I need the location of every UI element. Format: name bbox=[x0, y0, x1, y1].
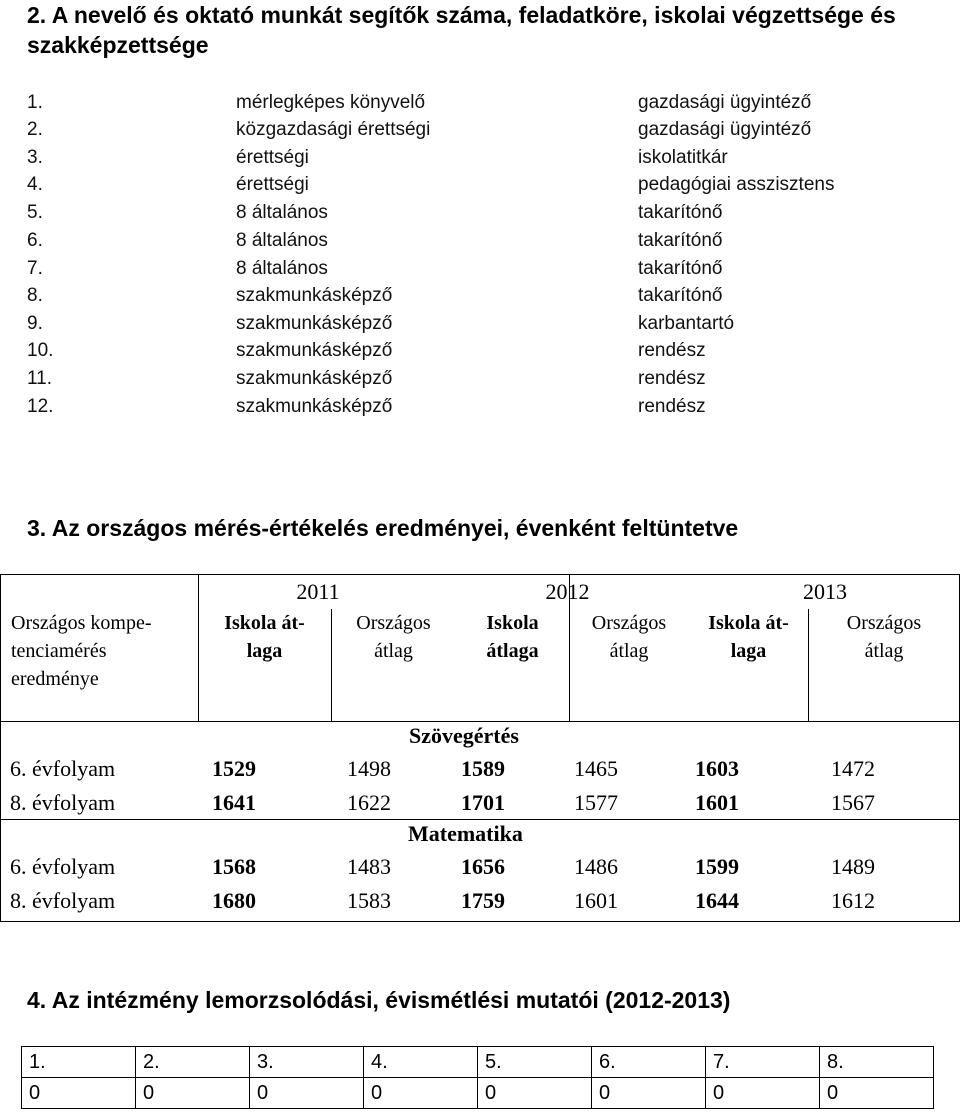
staff-education: szakmunkásképző bbox=[236, 285, 393, 306]
col-national-2013: átlag bbox=[864, 640, 904, 662]
row-header-line: Országos kompe- bbox=[11, 612, 152, 634]
staff-number: 2. bbox=[27, 119, 43, 140]
school-average-value: 1599 bbox=[695, 854, 739, 879]
section-4-title: 4. Az intézmény lemorzsolódási, évismétlési mutatói (2012-2013) bbox=[27, 987, 731, 1013]
dropout-header-cell: 2. bbox=[136, 1047, 250, 1078]
dropout-header-cell: 5. bbox=[478, 1047, 592, 1078]
dropout-header-row bbox=[22, 1047, 934, 1078]
staff-role: rendész bbox=[638, 368, 706, 389]
staff-education: 8 általános bbox=[236, 230, 328, 251]
group-header: Szövegértés bbox=[409, 723, 519, 748]
grade-label: 8. évfolyam bbox=[10, 888, 116, 913]
staff-education: szakmunkásképző bbox=[236, 396, 393, 417]
grade-label: 6. évfolyam bbox=[10, 854, 116, 879]
col-school-2012: Iskola bbox=[486, 612, 539, 634]
dropout-value-cell: 0 bbox=[592, 1078, 706, 1109]
school-average-value: 1601 bbox=[695, 790, 739, 815]
dropout-header-cell: 7. bbox=[706, 1047, 820, 1078]
col-school-2011: Iskola át- bbox=[224, 612, 305, 634]
staff-role: takarítónő bbox=[638, 258, 723, 279]
dropout-header-cell: 4. bbox=[364, 1047, 478, 1078]
national-average-value: 1583 bbox=[347, 888, 391, 913]
staff-education: mérlegképes könyvelő bbox=[236, 92, 426, 113]
staff-role: pedagógiai asszisztens bbox=[638, 174, 835, 195]
staff-number: 8. bbox=[27, 285, 43, 306]
dropout-value-cell: 0 bbox=[478, 1078, 592, 1109]
staff-education: szakmunkásképző bbox=[236, 313, 393, 334]
school-average-value: 1568 bbox=[212, 854, 256, 879]
section-2-title: 2. A nevelő és oktató munkát segítők száma, feladatköre, iskolai végzettsége és szakképzettsége bbox=[27, 2, 896, 58]
national-average-value: 1489 bbox=[831, 854, 875, 879]
national-average-value: 1601 bbox=[574, 888, 618, 913]
dropout-value-cell: 0 bbox=[250, 1078, 364, 1109]
staff-education: közgazdasági érettségi bbox=[236, 119, 431, 140]
dropout-value-row bbox=[22, 1078, 934, 1109]
school-average-value: 1759 bbox=[461, 888, 505, 913]
staff-number: 6. bbox=[27, 230, 43, 251]
staff-education: szakmunkásképző bbox=[236, 340, 393, 361]
staff-row bbox=[0, 311, 960, 337]
school-average-value: 1603 bbox=[695, 756, 739, 781]
national-average-value: 1483 bbox=[347, 854, 391, 879]
school-average-value: 1656 bbox=[461, 854, 505, 879]
school-average-value: 1680 bbox=[212, 888, 256, 913]
grade-label: 6. évfolyam bbox=[10, 756, 116, 781]
staff-row bbox=[0, 145, 960, 171]
dropout-value-cell: 0 bbox=[364, 1078, 478, 1109]
staff-role: takarítónő bbox=[638, 202, 723, 223]
staff-role: karbantartó bbox=[638, 313, 735, 334]
competency-results-table bbox=[0, 574, 960, 922]
year-2013: 2013 bbox=[803, 579, 847, 604]
staff-row bbox=[0, 283, 960, 309]
staff-role: gazdasági ügyintéző bbox=[638, 119, 812, 140]
staff-number: 1. bbox=[27, 92, 43, 113]
staff-row bbox=[0, 228, 960, 254]
col-school-2013: laga bbox=[730, 640, 767, 662]
staff-education: érettségi bbox=[236, 147, 309, 168]
staff-row bbox=[0, 172, 960, 198]
national-average-value: 1577 bbox=[574, 790, 618, 815]
dropout-value-cell: 0 bbox=[136, 1078, 250, 1109]
dropout-header-cell: 3. bbox=[250, 1047, 364, 1078]
staff-number: 4. bbox=[27, 174, 43, 195]
school-average-value: 1589 bbox=[461, 756, 505, 781]
col-national-2011: Országos bbox=[356, 612, 431, 634]
staff-row bbox=[0, 366, 960, 392]
col-school-2013: Iskola át- bbox=[708, 612, 789, 634]
section-3-title: 3. Az országos mérés-értékelés eredményei, évenként feltüntetve bbox=[27, 515, 739, 541]
dropout-header-cell: 8. bbox=[820, 1047, 934, 1078]
staff-education: érettségi bbox=[236, 174, 309, 195]
national-average-value: 1472 bbox=[831, 756, 875, 781]
staff-role: gazdasági ügyintéző bbox=[638, 92, 812, 113]
col-school-2012: átlaga bbox=[486, 640, 539, 662]
grade-label: 8. évfolyam bbox=[10, 790, 116, 815]
dropout-value-cell: 0 bbox=[820, 1078, 934, 1109]
staff-role: takarítónő bbox=[638, 230, 723, 251]
staff-education: 8 általános bbox=[236, 258, 328, 279]
national-average-value: 1465 bbox=[574, 756, 618, 781]
dropout-header-cell: 6. bbox=[592, 1047, 706, 1078]
staff-education: 8 általános bbox=[236, 202, 328, 223]
staff-role: takarítónő bbox=[638, 285, 723, 306]
staff-row bbox=[0, 394, 960, 420]
col-national-2013: Országos bbox=[846, 612, 922, 634]
school-average-value: 1701 bbox=[461, 790, 505, 815]
col-national-2012: Országos bbox=[591, 612, 667, 634]
staff-role: rendész bbox=[638, 396, 706, 417]
staff-row bbox=[0, 256, 960, 282]
row-header-line: tenciamérés bbox=[11, 640, 107, 662]
year-2011: 2011 bbox=[296, 579, 340, 604]
staff-role: iskolatitkár bbox=[638, 147, 728, 168]
national-average-value: 1612 bbox=[831, 888, 875, 913]
staff-row bbox=[0, 117, 960, 143]
dropout-header-cell: 1. bbox=[22, 1047, 136, 1078]
staff-number: 5. bbox=[27, 202, 43, 223]
staff-number: 12. bbox=[27, 396, 54, 417]
staff-number: 7. bbox=[27, 258, 43, 279]
staff-number: 10. bbox=[27, 340, 54, 361]
col-national-2012: átlag bbox=[609, 640, 649, 662]
year-2012: 2012 bbox=[545, 579, 590, 604]
row-header-line: eredménye bbox=[11, 668, 99, 690]
dropout-table bbox=[21, 1046, 934, 1109]
staff-number: 9. bbox=[27, 313, 43, 334]
col-school-2011: laga bbox=[246, 640, 283, 662]
staff-row bbox=[0, 200, 960, 226]
national-average-value: 1622 bbox=[347, 790, 391, 815]
national-average-value: 1567 bbox=[831, 790, 875, 815]
staff-row bbox=[0, 90, 960, 116]
col-national-2011: átlag bbox=[374, 640, 413, 662]
national-average-value: 1486 bbox=[574, 854, 618, 879]
staff-role: rendész bbox=[638, 340, 706, 361]
staff-number: 3. bbox=[27, 147, 43, 168]
staff-number: 11. bbox=[27, 368, 53, 389]
staff-row bbox=[0, 338, 960, 364]
school-average-value: 1529 bbox=[212, 756, 256, 781]
school-average-value: 1644 bbox=[695, 888, 739, 913]
national-average-value: 1498 bbox=[347, 756, 391, 781]
staff-education: szakmunkásképző bbox=[236, 368, 393, 389]
dropout-value-cell: 0 bbox=[22, 1078, 136, 1109]
school-average-value: 1641 bbox=[212, 790, 256, 815]
dropout-value-cell: 0 bbox=[706, 1078, 820, 1109]
group-header: Matematika bbox=[408, 821, 523, 846]
